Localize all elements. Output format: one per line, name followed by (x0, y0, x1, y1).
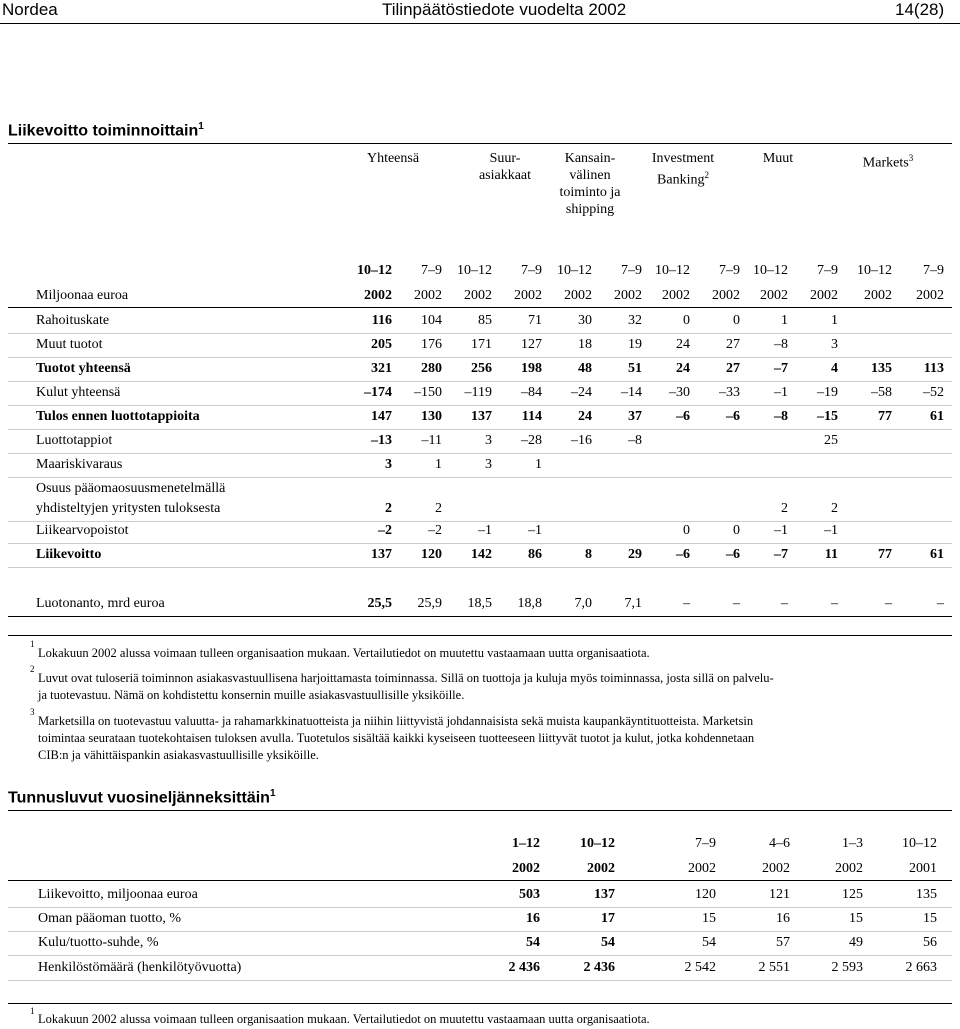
table-rule (8, 616, 952, 617)
table-rule (8, 880, 952, 881)
table-cell: 7,1 (624, 596, 642, 611)
table-cell: –24 (571, 385, 592, 400)
table-cell: –1 (774, 385, 788, 400)
table-cell: 51 (628, 361, 642, 376)
row-divider (8, 907, 952, 908)
table-cell: 54 (601, 935, 615, 950)
row-divider (8, 931, 952, 932)
table-cell: 56 (923, 935, 937, 950)
footnote-text: Marketsilla on tuotevastuu valuutta- ja rahamarkkinatuotteista ja niihin liittyvistä johdannaisista sekä muista kaupankäyntituotteista. Marketsin (38, 714, 754, 728)
table-cell: 120 (695, 887, 716, 902)
table-cell: 135 (871, 361, 892, 376)
table-cell: –2 (378, 523, 392, 538)
table-cell: 1 (435, 457, 442, 472)
row-label: Liikearvopoistot (36, 523, 129, 538)
table-cell: 2 436 (508, 960, 540, 975)
company-name: Nordea (2, 0, 58, 19)
period-header: 7–9 (621, 263, 642, 278)
table-cell: –30 (669, 385, 690, 400)
segment-header: Kansain- välinen toiminto ja shipping (559, 151, 621, 217)
period-year: 2002 (514, 288, 542, 303)
table-cell: 256 (471, 361, 492, 376)
table-cell: –6 (726, 547, 740, 562)
table-cell: –2 (428, 523, 442, 538)
section1-rule (8, 143, 952, 144)
table-cell: –119 (464, 385, 492, 400)
table-cell: 171 (471, 337, 492, 352)
table-cell: 11 (824, 547, 838, 562)
row-label: Luotonanto, mrd euroa (36, 596, 165, 611)
table-cell: 0 (683, 313, 690, 328)
table-cell: 3 (385, 457, 392, 472)
table-cell: 15 (923, 911, 937, 926)
row-label: Liikevoitto, miljoonaa euroa (38, 887, 198, 902)
section2-rule (8, 810, 952, 811)
table-cell: –84 (521, 385, 542, 400)
period-year: 2002 (464, 288, 492, 303)
table-cell: 2 (435, 501, 442, 516)
period-header: 7–9 (719, 263, 740, 278)
period-header: 10–12 (753, 263, 788, 278)
table-cell: 127 (521, 337, 542, 352)
period-header: 10–12 (357, 263, 392, 278)
row-label: Oman pääoman tuotto, % (38, 911, 182, 926)
table-cell: –33 (719, 385, 740, 400)
row-label: Luottotappiot (36, 433, 113, 448)
table-cell: 114 (521, 409, 542, 424)
period-header: 7–9 (521, 263, 542, 278)
table-cell: 280 (421, 361, 442, 376)
row-label: Muut tuotot (36, 337, 103, 352)
table-cell: 125 (842, 887, 863, 902)
row-divider (8, 405, 952, 406)
page-number: 14(28) (895, 0, 945, 19)
table-cell: 1 (781, 313, 788, 328)
table-cell: 0 (683, 523, 690, 538)
table-cell: 2 (385, 501, 392, 516)
table-cell: – (781, 596, 788, 611)
document-title: Tilinpäätöstiedote vuodelta 2002 (382, 0, 627, 19)
footnote-number: 1 (30, 639, 35, 649)
table-cell: –11 (421, 433, 442, 448)
period-year: 2002 (614, 288, 642, 303)
period-header: 4–6 (769, 836, 790, 851)
segment-header: Investment Banking$^2$ (651, 151, 715, 188)
table-cell: 1 (831, 313, 838, 328)
footnote-text: toimintaa seurataan tuotekohtaisen tuloksen avulla. Tuotetulos sisältää kaikki kyseiseen tuotteeseen liittyvät tuotot ja kulut, jotka kohdennetaan (38, 731, 755, 745)
table-cell: 176 (421, 337, 442, 352)
period-header: 7–9 (923, 263, 944, 278)
period-year: 2002 (760, 288, 788, 303)
table-cell: 24 (676, 337, 690, 352)
period-year: 2002 (564, 288, 592, 303)
table-cell: 24 (676, 361, 690, 376)
period-year: 2002 (835, 861, 863, 876)
table-cell: –14 (621, 385, 642, 400)
footnote-rule (8, 1003, 952, 1004)
table-cell: 86 (528, 547, 542, 562)
table-cell: – (831, 596, 838, 611)
table-cell: 48 (578, 361, 592, 376)
segment-header: Markets$^3$ (862, 153, 914, 171)
table-cell: 61 (930, 547, 944, 562)
table-cell: –8 (774, 409, 788, 424)
table-cell: 116 (371, 313, 392, 328)
table-cell: 0 (733, 523, 740, 538)
period-header: 1–3 (842, 836, 863, 851)
table-cell: 503 (519, 887, 540, 902)
table-cell: –7 (774, 547, 788, 562)
footnote-text: Lokakuun 2002 alussa voimaan tulleen organisaation mukaan. Vertailutiedot on muutettu vastaamaan uutta organisaatiota. (38, 646, 650, 660)
table-cell: 113 (923, 361, 944, 376)
table-cell: 49 (849, 935, 863, 950)
row-label: Henkilöstömäärä (henkilötyövuotta) (38, 960, 242, 975)
period-year: 2002 (864, 288, 892, 303)
period-year: 2002 (762, 861, 790, 876)
table-cell: –1 (824, 523, 838, 538)
table-cell: 17 (601, 911, 615, 926)
table-cell: 15 (849, 911, 863, 926)
table-cell: 0 (733, 313, 740, 328)
table-rule (8, 635, 952, 636)
period-year: 2002 (916, 288, 944, 303)
table-cell: 71 (528, 313, 542, 328)
table-cell: 3 (485, 457, 492, 472)
segment-header: Muut (762, 151, 794, 166)
table-cell: 37 (628, 409, 642, 424)
table-cell: – (885, 596, 892, 611)
table-cell: –1 (774, 523, 788, 538)
footnote-number: 2 (30, 664, 35, 674)
footnote-number: 1 (30, 1006, 35, 1016)
table-cell: 16 (776, 911, 790, 926)
period-year: 2002 (810, 288, 838, 303)
table-cell: –6 (676, 409, 690, 424)
row-label: Maariskivaraus (36, 457, 123, 472)
table-cell: –150 (414, 385, 442, 400)
period-year: 2001 (909, 861, 937, 876)
row-label: Tuotot yhteensä (36, 361, 131, 376)
row-label: Osuus pääomaosuusmenetelmällä (36, 481, 226, 496)
row-label: yhdisteltyjen yritysten tuloksesta (36, 501, 221, 516)
segment-header: Yhteensä (366, 151, 420, 166)
header-rule (0, 23, 960, 24)
table-rule (8, 307, 952, 308)
section2-title: Tunnusluvut vuosineljänneksittäin$^1$ (8, 788, 276, 807)
table-cell: 25,9 (417, 596, 442, 611)
row-divider (8, 381, 952, 382)
table-cell: 25,5 (367, 596, 392, 611)
table-cell: 77 (878, 409, 892, 424)
period-year: 2002 (587, 861, 615, 876)
period-header: 10–12 (457, 263, 492, 278)
table-cell: 8 (585, 547, 592, 562)
row-label: Rahoituskate (36, 313, 110, 328)
table-cell: 85 (478, 313, 492, 328)
table-cell: – (937, 596, 944, 611)
table-cell: 54 (526, 935, 540, 950)
table-cell: 61 (930, 409, 944, 424)
table-cell: 2 551 (758, 960, 790, 975)
period-header: 10–12 (655, 263, 690, 278)
row-divider (8, 567, 952, 568)
table-cell: –58 (871, 385, 892, 400)
row-divider (8, 543, 952, 544)
table-cell: – (733, 596, 740, 611)
table-cell: –52 (923, 385, 944, 400)
table-cell: 18 (578, 337, 592, 352)
row-label: Kulu/tuotto-suhde, % (38, 935, 159, 950)
period-header: 7–9 (817, 263, 838, 278)
table-cell: 137 (371, 547, 392, 562)
table-cell: 30 (578, 313, 592, 328)
row-label: Kulut yhteensä (36, 385, 121, 400)
table-cell: 27 (726, 361, 740, 376)
table-cell: –19 (817, 385, 838, 400)
table-cell: 120 (421, 547, 442, 562)
table-cell: 27 (726, 337, 740, 352)
table-cell: –6 (676, 547, 690, 562)
segment-header: Suur- asiakkaat (478, 151, 532, 183)
table-cell: 142 (471, 547, 492, 562)
table-cell: 24 (578, 409, 592, 424)
row-divider (8, 955, 952, 956)
table-cell: –8 (628, 433, 642, 448)
period-year: 2002 (662, 288, 690, 303)
footnote-number: 3 (30, 707, 35, 717)
table-cell: 32 (628, 313, 642, 328)
table-cell: 147 (371, 409, 392, 424)
period-year: 2002 (364, 288, 392, 303)
table-cell: 77 (878, 547, 892, 562)
period-year: 2002 (414, 288, 442, 303)
table-cell: 25 (824, 433, 838, 448)
row-divider (8, 333, 952, 334)
table-cell: 29 (628, 547, 642, 562)
table-cell: 2 593 (831, 960, 863, 975)
footnote-text: CIB:n ja vähittäispankin asiakasvastuullisille yksiköille. (38, 748, 319, 762)
table-cell: 3 (831, 337, 838, 352)
row-divider (8, 477, 952, 478)
unit-label: Miljoonaa euroa (36, 288, 129, 303)
period-year: 2002 (512, 861, 540, 876)
table-cell: –1 (528, 523, 542, 538)
table-cell: 2 436 (583, 960, 615, 975)
table-cell: 104 (421, 313, 442, 328)
period-header: 10–12 (580, 836, 615, 851)
table-cell: –6 (726, 409, 740, 424)
table-cell: 130 (421, 409, 442, 424)
table-cell: –16 (571, 433, 592, 448)
period-header: 7–9 (421, 263, 442, 278)
footnote-text: ja tuotevastuu. Nämä on kohdistettu konsernin muille asiakasvastuullisille yksiköille. (38, 688, 465, 702)
table-cell: 54 (702, 935, 716, 950)
table-cell: 18,5 (467, 596, 492, 611)
table-cell: 15 (702, 911, 716, 926)
footnote-text: Luvut ovat tuloseriä toiminnon asiakasvastuullisena harjoittamasta toiminnassa. Sillä on tuottoja ja kuluja myös toiminnassa, josta sillä on palvelu- (38, 671, 774, 685)
table-cell: –13 (371, 433, 392, 448)
period-year: 2002 (688, 861, 716, 876)
table-cell: 198 (521, 361, 542, 376)
table-cell: 2 (831, 501, 838, 516)
table-cell: –174 (364, 385, 392, 400)
row-label: Tulos ennen luottotappioita (36, 409, 200, 424)
table-cell: 135 (916, 887, 937, 902)
period-header: 10–12 (557, 263, 592, 278)
row-divider (8, 980, 952, 981)
row-divider (8, 357, 952, 358)
table-cell: 2 (781, 501, 788, 516)
table-cell: 18,8 (517, 596, 542, 611)
table-cell: 3 (485, 433, 492, 448)
row-divider (8, 429, 952, 430)
table-cell: –15 (817, 409, 838, 424)
table-cell: 1 (535, 457, 542, 472)
table-cell: – (683, 596, 690, 611)
table-cell: 19 (628, 337, 642, 352)
table-cell: 205 (371, 337, 392, 352)
period-year: 2002 (712, 288, 740, 303)
table-cell: 321 (371, 361, 392, 376)
table-cell: 16 (526, 911, 540, 926)
row-divider (8, 453, 952, 454)
period-header: 7–9 (695, 836, 716, 851)
table-cell: –7 (774, 361, 788, 376)
row-label: Liikevoitto (36, 547, 102, 562)
table-cell: 57 (776, 935, 790, 950)
table-cell: –28 (521, 433, 542, 448)
table-cell: –1 (478, 523, 492, 538)
period-header: 10–12 (902, 836, 937, 851)
table-cell: 2 663 (905, 960, 937, 975)
table-cell: 137 (471, 409, 492, 424)
period-header: 10–12 (857, 263, 892, 278)
period-header: 1–12 (512, 836, 540, 851)
table-cell: 4 (831, 361, 838, 376)
table-cell: –8 (774, 337, 788, 352)
page-header (0, 0, 960, 22)
section1-title: Liikevoitto toiminnoittain$^1$ (8, 121, 204, 140)
table-cell: 2 542 (684, 960, 716, 975)
table-cell: 7,0 (574, 596, 592, 611)
section2-footnote: Lokakuun 2002 alussa voimaan tulleen organisaation mukaan. Vertailutiedot on muutettu vastaamaan uutta organisaatiota. (38, 1012, 650, 1026)
table-cell: 121 (769, 887, 790, 902)
table-cell: 137 (594, 887, 615, 902)
